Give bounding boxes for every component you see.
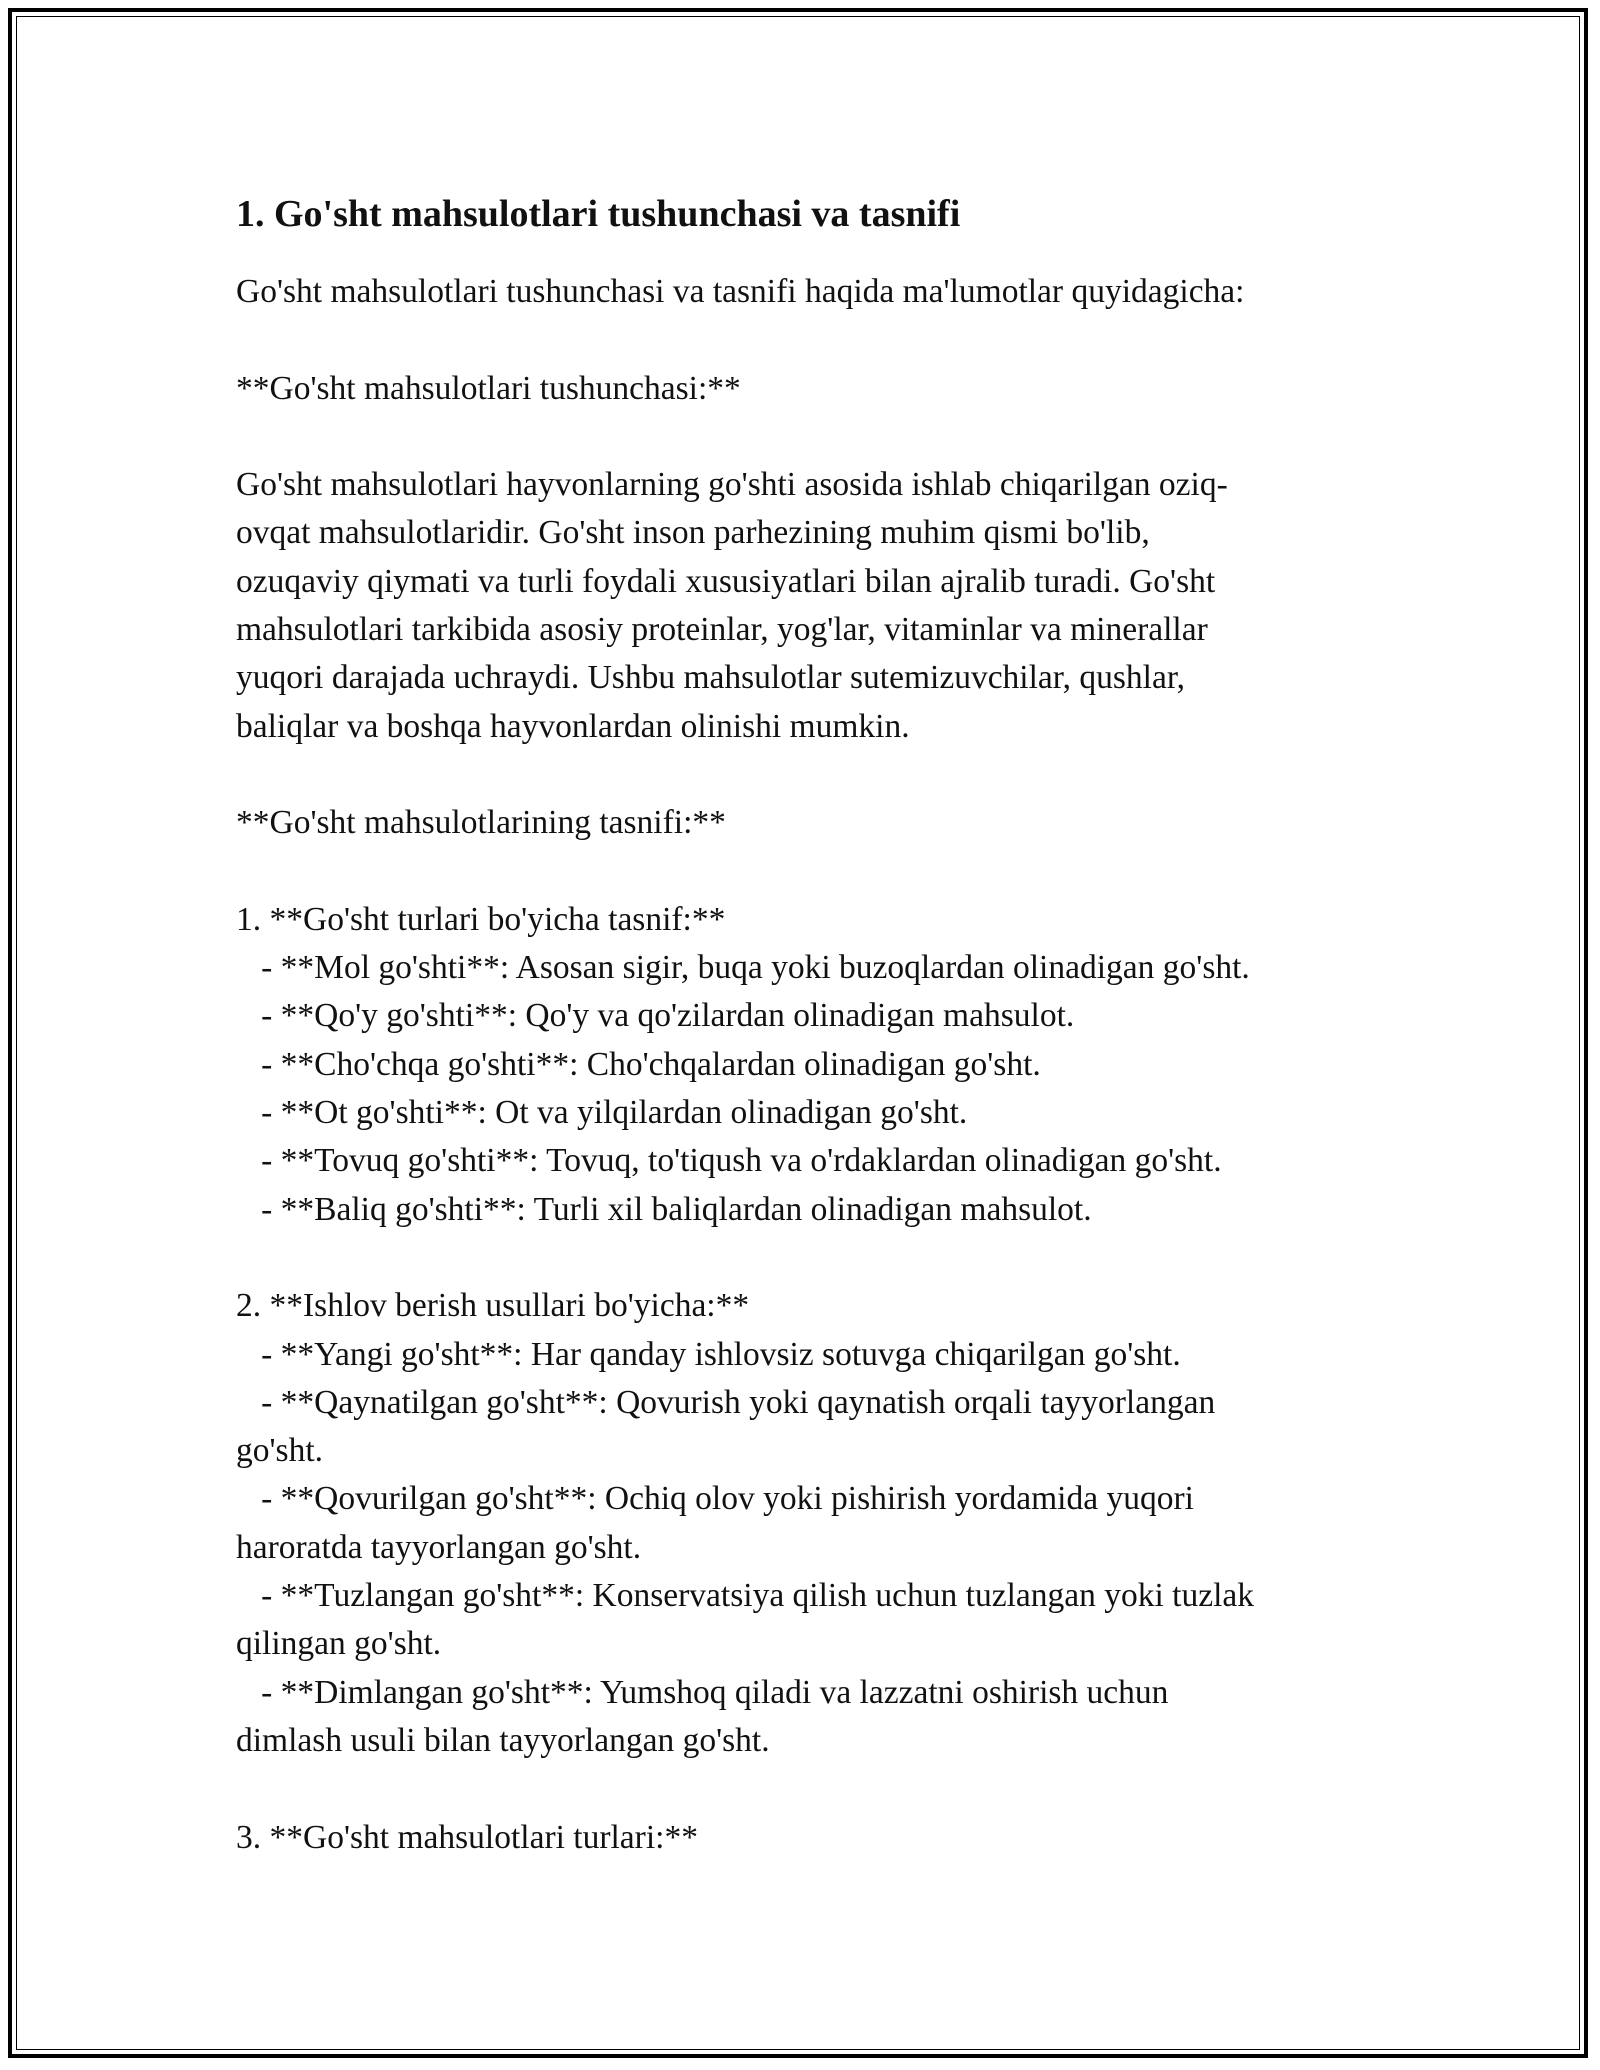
processing-methods-section <box>236 1282 1366 1765</box>
list-item: - **Baliq go'shti**: Turli xil baliqlardan olinadigan mahsulot. <box>236 1190 1092 1228</box>
list-item: - **Tovuq go'shti**: Tovuq, to'tiqush va o'rdaklardan olinadigan go'sht. <box>236 1142 1222 1180</box>
concept-line: yuqori darajada uchraydi. Ushbu mahsulotlar sutemizuvchilar, qushlar, <box>236 659 1186 697</box>
blank-line <box>236 751 1366 799</box>
list-item: - **Qovurilgan go'sht**: Ochiq olov yoki pishirish yordamida yuqori <box>236 1480 1194 1518</box>
concept-paragraph <box>236 461 1366 751</box>
list-heading: 2. **Ishlov berish usullari bo'yicha:** <box>236 1287 750 1325</box>
concept-line: Go'sht mahsulotlari hayvonlarning go'shti asosida ishlab chiqarilgan oziq- <box>236 466 1228 504</box>
list-item: qilingan go'sht. <box>236 1625 442 1663</box>
blank-line <box>236 413 1366 461</box>
classification-title: **Go'sht mahsulotlarining tasnifi:** <box>236 804 726 842</box>
list-heading: 1. **Go'sht turlari bo'yicha tasnif:** <box>236 900 726 938</box>
concept-line: ozuqaviy qiymati va turli foydali xususiyatlari bilan ajralib turadi. Go'sht <box>236 562 1216 600</box>
list-item: - **Qaynatilgan go'sht**: Qovurish yoki qaynatish orqali tayyorlangan <box>236 1383 1216 1421</box>
list-item: - **Cho'chqa go'shti**: Cho'chqalardan olinadigan go'sht. <box>236 1045 1041 1083</box>
list-item: dimlash usuli bilan tayyorlangan go'sht. <box>236 1721 770 1759</box>
section-heading: 1. Go'sht mahsulotlari tushunchasi va tasnifi <box>236 193 961 235</box>
list-item: - **Tuzlangan go'sht**: Konservatsiya qilish uchun tuzlangan yoki tuzlak <box>236 1577 1255 1615</box>
list-item: - **Qo'y go'shti**: Qo'y va qo'zilardan olinadigan mahsulot. <box>236 997 1075 1035</box>
concept-line: ovqat mahsulotlaridir. Go'sht inson parhezining muhim qismi bo'lib, <box>236 514 1150 552</box>
concept-line: baliqlar va boshqa hayvonlardan olinishi mumkin. <box>236 707 910 745</box>
blank-line <box>236 316 1366 364</box>
list-item: haroratda tayyorlangan go'sht. <box>236 1528 642 1566</box>
blank-line <box>236 1765 1366 1813</box>
blank-line <box>236 848 1366 896</box>
list-item: - **Dimlangan go'sht**: Yumshoq qiladi va lazzatni oshirish uchun <box>236 1673 1169 1711</box>
list-item: - **Mol go'shti**: Asosan sigir, buqa yoki buzoqlardan olinadigan go'sht. <box>236 949 1250 987</box>
list-item: go'sht. <box>236 1432 324 1470</box>
meat-types-section <box>236 896 1366 1234</box>
list-item: - **Yangi go'sht**: Har qanday ishlovsiz sotuvga chiqarilgan go'sht. <box>236 1335 1181 1373</box>
blank-line <box>236 1234 1366 1282</box>
intro-paragraph: Go'sht mahsulotlari tushunchasi va tasnifi haqida ma'lumotlar quyidagicha: <box>236 273 1245 310</box>
concept-line: mahsulotlari tarkibida asosiy proteinlar, yog'lar, vitaminlar va minerallar <box>236 611 1208 649</box>
document-body <box>236 186 1366 1862</box>
list-item: - **Ot go'shti**: Ot va yilqilardan olinadigan go'sht. <box>236 1094 968 1132</box>
concept-title: **Go'sht mahsulotlari tushunchasi:** <box>236 369 741 407</box>
list-heading: 3. **Go'sht mahsulotlari turlari:** <box>236 1818 698 1856</box>
